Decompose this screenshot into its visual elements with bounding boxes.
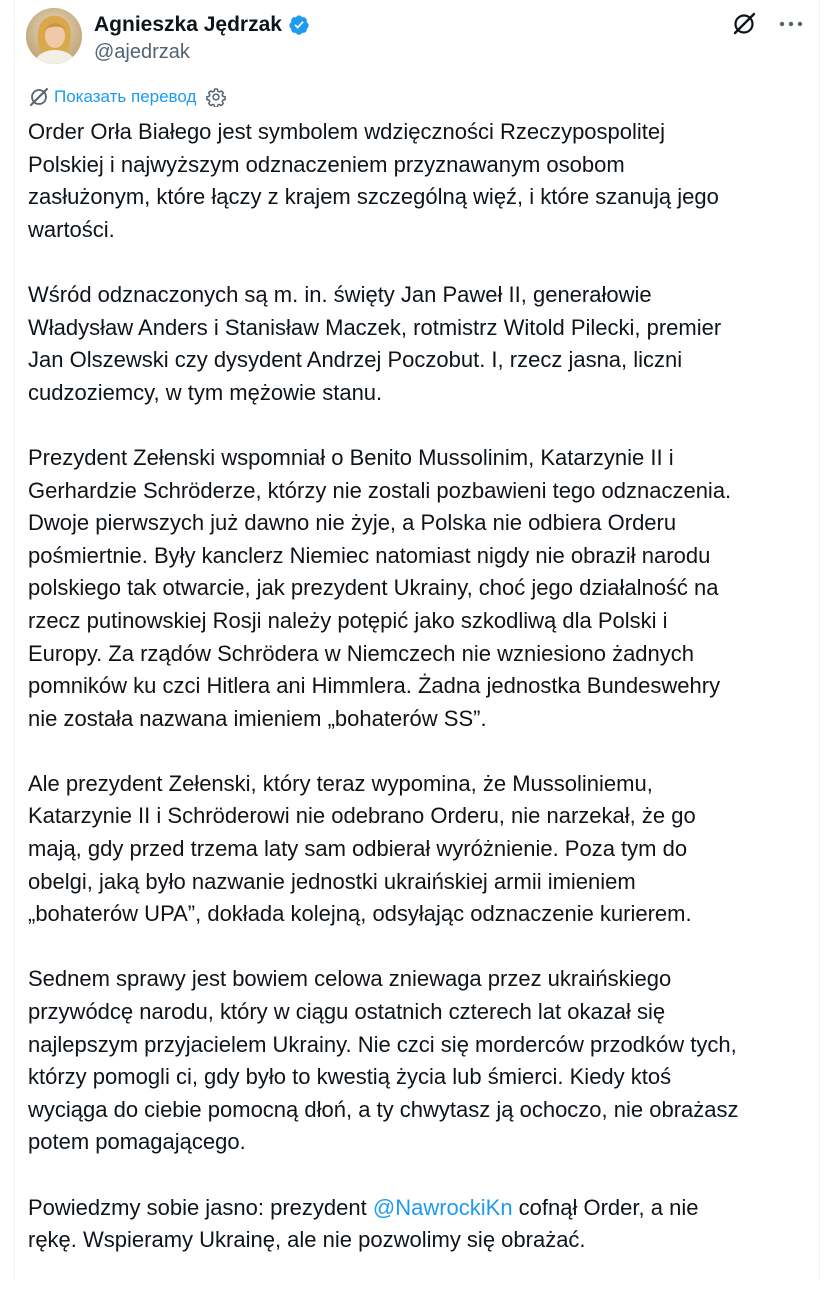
tweet-paragraph-5: Sednem sprawy jest bowiem celowa zniewaga przez ukraińskiego przywódcę narodu, który w ciągu ostatnich czterech lat okazał się najlepszym przyjacielem Ukrainy. Nie czci się morderców przodków tych, którzy pomogli ci, gdy było to kwestią życia lub śmierci. Kiedy ktoś wyciąga do ciebie pomocną dłoń, a ty chwytasz ją ochoczo, nie obrażasz potem pomagającego.	[28, 966, 739, 1155]
name-row	[94, 12, 310, 38]
tweet-text-before-mention: Powiedzmy sobie jasno: prezydent	[28, 1194, 373, 1220]
right-border	[819, 0, 820, 1280]
profile-photo-icon	[26, 8, 82, 64]
left-border	[14, 0, 15, 1280]
tweet-paragraph-4: Ale prezydent Zełenski, który teraz wypomina, że Mussoliniemu, Katarzynie II i Schröderowi nie odebrano Orderu, nie narzekał, że go mają, gdy przed trzema laty sam odbierał wyróżnienie. Poza tym do obelgi, jaką było nazwanie jednostki ukraińskiej armii imieniem „bohaterów UPA”, dokłada kolejną, odsyłając odznaczenie kurierem.	[28, 770, 696, 927]
avatar[interactable]	[26, 8, 82, 64]
handle[interactable]: @ajedrzak	[94, 41, 190, 63]
grok-slash-icon[interactable]	[730, 10, 758, 38]
tweet-paragraph-2: Wśród odznaczonych są m. in. święty Jan Paweł II, generałowie Władysław Anders i Stanisław Maczek, rotmistrz Witold Pilecki, premier Jan Olszewski czy dysydent Andrzej Poczobut. I, rzecz jasna, liczni cudzoziemcy, w tym mężowie stanu.	[28, 281, 722, 405]
tweet-paragraph-3: Prezydent Zełenski wspomniał o Benito Mussolinim, Katarzynie II i Gerhardzie Schröderze, którzy nie zostali pozbawieni tego odznaczenia. Dwoje pierwszych już dawno nie żyje, a Polska nie odbiera Orderu pośmiertnie. Były kanclerz Niemiec natomiast nigdy nie obraził narodu polskiego tak otwarcie, jak prezydent Ukrainy, choć jego działalność na rzecz putinowskiej Rosji należy potępić jako szkodliwą dla Polski i Europy. Za rządów Schrödera w Niemczech nie wzniesiono żadnych pomników ku czci Hitlera ani Himmlera. Żadna jednostka Bundeswehry nie została nazwana imieniem „bohaterów SS”.	[28, 444, 732, 731]
show-translation-link[interactable]	[28, 86, 226, 108]
tweet-text-after-mention: cofnął Order, a nie rękę. Wspieramy Ukrainę, ale nie pozwolimy się obrażać.	[28, 1194, 699, 1253]
mention-link[interactable]: @NawrockiKn	[372, 1194, 513, 1220]
verified-badge-icon	[288, 14, 310, 36]
tweet-paragraph-6	[28, 1192, 808, 1257]
show-translation-label[interactable]: Показать перевод	[54, 87, 197, 106]
display-name[interactable]: Agnieszka Jędrzak	[94, 13, 282, 36]
tweet-text	[28, 116, 808, 1289]
tweet-paragraph-1: Order Orła Białego jest symbolem wdzięczności Rzeczypospolitej Polskiej i najwyższym odznaczeniem przyznawanym osobom zasłużonym, które łączy z krajem szczególną więź, i które szanują jego wartości.	[28, 119, 719, 242]
more-dots-icon[interactable]	[776, 10, 806, 38]
gear-icon[interactable]	[206, 87, 226, 107]
translate-icon	[28, 86, 50, 108]
tweet-header	[26, 8, 806, 70]
